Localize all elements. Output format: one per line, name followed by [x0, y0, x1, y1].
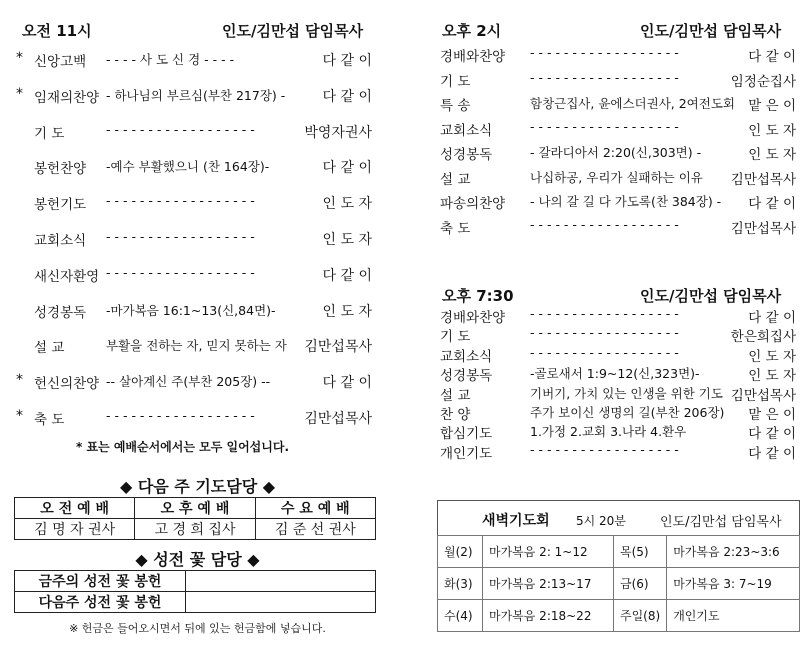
- order-row: [440, 192, 796, 212]
- order-detail: -골로새서 1:9~12(신,323면)-: [530, 366, 700, 382]
- afternoon-officiant: 인도/김만섭 담임목사: [640, 22, 782, 40]
- dawn-title: 새벽기도회: [482, 513, 550, 529]
- order-detail: - - - - - - - - - - - - - - - - - -: [530, 118, 679, 134]
- order-leader: 김만섭목사: [304, 411, 372, 427]
- dawn-row: [438, 600, 800, 632]
- order-label: 설 교: [440, 387, 471, 404]
- order-detail: - - - - - - - - - - - - - - - - - -: [530, 306, 679, 321]
- order-detail: - 하나님의 부르심(부찬 217장) -: [106, 87, 286, 103]
- order-label: 임재의찬양: [34, 89, 100, 106]
- standing-mark: *: [16, 85, 23, 102]
- dawn-row: [438, 536, 800, 568]
- order-row: [16, 408, 372, 428]
- order-label: 축 도: [440, 220, 471, 237]
- order-leader: 맡 은 이: [748, 98, 796, 114]
- prayer-duty-header: 오 후 예 배: [135, 498, 255, 519]
- order-detail: - 갈라디아서 2:20(신,303면) -: [530, 145, 702, 160]
- order-detail: 주가 보이신 생명의 길(부찬 206장): [530, 405, 725, 420]
- order-row: [440, 217, 796, 237]
- order-label: 경배와찬양: [440, 310, 506, 326]
- order-detail: 부활을 전하는 자, 믿지 못하는 자: [106, 338, 287, 354]
- order-detail: - - - - - - - - - - - - - - - - - -: [106, 408, 255, 423]
- order-label: 찬 양: [440, 407, 471, 423]
- order-row: [16, 265, 372, 285]
- dawn-reading: 개인기도: [667, 600, 800, 632]
- order-row: [440, 364, 796, 384]
- diamond-icon: ◆: [119, 477, 133, 496]
- order-leader: 다 같 이: [748, 196, 796, 212]
- order-label: 축 도: [34, 412, 65, 428]
- dawn-day: 금(6): [614, 568, 667, 600]
- order-detail: - - - - - - - - - - - - - - - - - -: [106, 264, 255, 280]
- order-leader: 임정순집사: [730, 73, 796, 90]
- offering-note: ※ 헌금은 들어오시면서 뒤에 있는 헌금함에 넣습니다.: [69, 622, 326, 635]
- diamond-icon: ◆: [262, 477, 276, 496]
- dawn-officiant: 인도/김만섭 담임목사: [660, 515, 782, 530]
- order-row: [440, 384, 796, 404]
- order-leader: 인 도 자: [322, 232, 372, 248]
- order-row: [440, 345, 796, 365]
- order-row: [16, 86, 372, 106]
- flower-duty-table: [14, 570, 376, 613]
- prayer-duty-table: [14, 497, 376, 540]
- flower-duty-heading: [0, 547, 395, 570]
- order-row: [16, 336, 372, 356]
- dawn-reading: 마가복음 2:18~22: [483, 600, 614, 632]
- dawn-day: 목(5): [614, 536, 667, 568]
- order-detail: - - - - - - - - - - - - - - - - - -: [530, 344, 679, 360]
- dawn-reading: 마가복음 2:13~17: [483, 568, 614, 600]
- order-leader: 박영자권사: [304, 124, 372, 141]
- standing-mark: *: [16, 408, 23, 424]
- dawn-row: [438, 568, 800, 600]
- order-detail: 기버기, 가치 있는 인생을 위한 기도: [530, 385, 723, 401]
- order-row: [16, 229, 372, 249]
- standing-note: * 표는 예배순서에서는 모두 일어섭니다.: [76, 440, 290, 454]
- dawn-time: 5시 20분: [576, 514, 626, 528]
- order-detail: - 나의 갈 길 다 가도록(찬 384장) -: [530, 194, 722, 209]
- prayer-duty-header: 수 요 예 배: [255, 498, 375, 519]
- order-leader: 다 같 이: [322, 53, 372, 69]
- morning-title: 오전 11시: [22, 22, 92, 40]
- order-label: 신앙고백: [34, 54, 87, 70]
- order-leader: 인 도 자: [322, 303, 372, 320]
- order-leader: 다 같 이: [748, 310, 796, 326]
- order-label: 새신자환영: [34, 268, 100, 285]
- order-leader: 한은희집사: [730, 329, 796, 346]
- order-detail: - - - - - - - - - - - - - - - - - -: [106, 229, 255, 244]
- order-detail: - - - - - - - - - - - - - - - - - -: [106, 121, 255, 137]
- order-detail: -마가복음 16:1~13(신,84면)-: [106, 302, 276, 318]
- order-leader: 인 도 자: [748, 122, 796, 139]
- order-label: 기 도: [34, 125, 65, 142]
- prayer-duty-header: 오 전 예 배: [15, 498, 135, 519]
- order-row: [440, 403, 796, 423]
- order-label: 경배와찬양: [440, 49, 506, 65]
- order-detail: - - - - - - - - - - - - - - - - - -: [530, 441, 679, 457]
- flower-duty-row: 금주의 성전 꽃 봉헌: [15, 571, 186, 592]
- order-detail: - - - - 사 도 신 경 - - - -: [106, 52, 235, 67]
- order-label: 설 교: [440, 171, 471, 188]
- order-row: [440, 325, 796, 345]
- standing-mark: *: [16, 50, 23, 66]
- order-row: [440, 94, 796, 114]
- order-leader: 다 같 이: [322, 267, 372, 284]
- order-row: [16, 193, 372, 213]
- order-leader: 다 같 이: [322, 88, 372, 105]
- order-row: [440, 143, 796, 163]
- order-row: [16, 157, 372, 177]
- dawn-reading: 마가복음 2:23~3:6: [667, 536, 800, 568]
- order-label: 기 도: [440, 73, 471, 90]
- afternoon-title: 오후 2시: [442, 22, 502, 40]
- dawn-prayer-box: [437, 500, 800, 632]
- order-label: 성경봉독: [440, 147, 493, 163]
- order-detail: - - - - - - - - - - - - - - - - - -: [530, 325, 679, 341]
- order-leader: 다 같 이: [748, 445, 796, 462]
- order-label: 설 교: [34, 340, 65, 357]
- flower-duty-row: 다음주 성전 꽃 봉헌: [15, 592, 186, 613]
- order-leader: 인 도 자: [748, 147, 796, 163]
- order-leader: 김만섭목사: [730, 171, 796, 188]
- order-row: [440, 168, 796, 188]
- dawn-day: 화(3): [438, 568, 483, 600]
- order-detail: - - - - - - - - - - - - - - - - - -: [106, 193, 255, 209]
- order-label: 개인기도: [440, 445, 493, 462]
- flower-duty-blank: [186, 571, 376, 592]
- dawn-day: 주일(8): [614, 600, 667, 632]
- evening-title: 오후 7:30: [442, 287, 514, 305]
- order-label: 파송의찬양: [440, 196, 506, 212]
- order-leader: 맡 은 이: [748, 407, 796, 423]
- order-leader: 김만섭목사: [304, 339, 372, 356]
- order-label: 성경봉독: [34, 304, 87, 321]
- prayer-duty-name: 김 준 선 권사: [255, 519, 375, 540]
- dawn-reading: 마가복음 2: 1~12: [483, 536, 614, 568]
- order-row: [16, 122, 372, 142]
- order-label: 특 송: [440, 98, 471, 114]
- diamond-icon: ◆: [247, 550, 260, 569]
- dawn-reading: 마가복음 3: 7~19: [667, 568, 800, 600]
- order-detail: 나십하공, 우리가 실패하는 이유: [530, 169, 703, 185]
- order-row: [16, 372, 372, 392]
- order-label: 합심기도: [440, 426, 493, 443]
- order-leader: 다 같 이: [322, 160, 372, 177]
- order-label: 성경봉독: [440, 368, 493, 385]
- order-leader: 김만섭목사: [730, 220, 796, 237]
- order-detail: -- 살아계신 주(부찬 205장) --: [106, 374, 271, 390]
- prayer-duty-title: 다음 주 기도담당: [137, 477, 258, 496]
- order-row: [440, 306, 796, 326]
- order-detail: - - - - - - - - - - - - - - - - - -: [530, 69, 679, 85]
- order-leader: 인 도 자: [322, 196, 372, 213]
- order-row: [440, 45, 796, 65]
- order-detail: - - - - - - - - - - - - - - - - - -: [530, 45, 679, 60]
- dawn-schedule-table: [437, 535, 800, 632]
- order-detail: 1.가정 2.교회 3.나라 4.환우: [530, 424, 687, 440]
- order-detail: -예수 부활했으니 (찬 164장)-: [106, 159, 270, 175]
- order-label: 교회소식: [34, 233, 87, 249]
- order-leader: 다 같 이: [748, 49, 796, 65]
- order-label: 교회소식: [440, 122, 493, 139]
- order-row: [440, 422, 796, 442]
- order-detail: - - - - - - - - - - - - - - - - - -: [530, 216, 679, 232]
- order-label: 헌신의찬양: [34, 376, 100, 393]
- order-row: [440, 70, 796, 90]
- order-leader: 인 도 자: [748, 368, 796, 385]
- order-leader: 김만섭목사: [730, 387, 796, 404]
- standing-mark: *: [16, 372, 23, 389]
- order-leader: 다 같 이: [322, 375, 372, 392]
- order-label: 교회소식: [440, 348, 493, 365]
- order-detail: 함창근집사, 윤에스더권사, 2여전도회: [530, 96, 735, 111]
- order-leader: 인 도 자: [748, 348, 796, 365]
- order-row: [16, 301, 372, 321]
- order-label: 봉헌찬양: [34, 161, 87, 178]
- morning-officiant: 인도/김만섭 담임목사: [222, 22, 364, 40]
- order-label: 기 도: [440, 329, 471, 346]
- flower-duty-title: 성전 꽃 담당: [153, 550, 242, 569]
- order-row: [440, 119, 796, 139]
- prayer-duty-heading: [0, 474, 395, 497]
- evening-officiant: 인도/김만섭 담임목사: [640, 287, 782, 305]
- order-row: [440, 442, 796, 462]
- order-row: [16, 50, 372, 70]
- flower-duty-blank: [186, 592, 376, 613]
- prayer-duty-name: 김 명 자 권사: [15, 519, 135, 540]
- order-leader: 다 같 이: [748, 426, 796, 443]
- diamond-icon: ◆: [135, 550, 148, 569]
- dawn-day: 월(2): [438, 536, 483, 568]
- order-label: 봉헌기도: [34, 197, 87, 214]
- prayer-duty-name: 고 경 희 집사: [135, 519, 255, 540]
- dawn-day: 수(4): [438, 600, 483, 632]
